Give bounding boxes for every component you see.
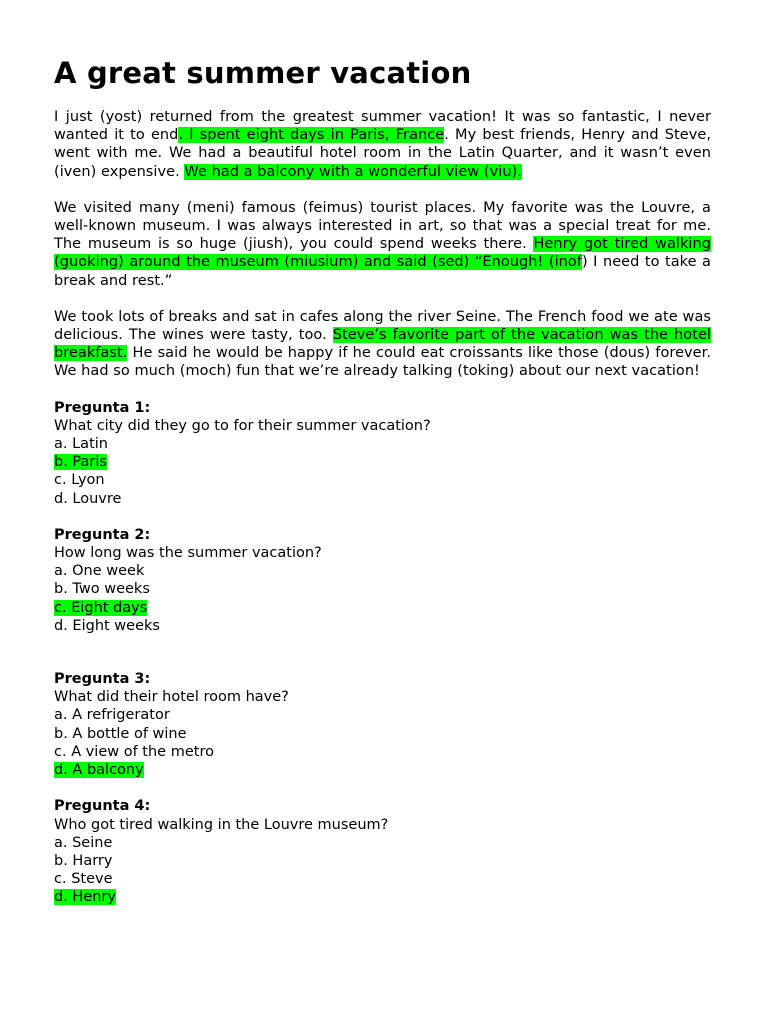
- paragraph-segment: He said he would be happy if he could eat croissants like those (dous) forever. We had so much (moch) fun that we’re already talking (toking) about our next vacation!: [54, 345, 711, 380]
- paragraph-segment: . My best friends, Henry and Steve, went with me. We had a beautiful hotel room in the Latin Quarter, and it wasn’t even (iven) expensive.: [54, 127, 711, 180]
- option-label: c. Lyon: [54, 472, 105, 489]
- option-label: d. Louvre: [54, 490, 122, 507]
- highlighted-text: Steve’s favorite part of the vacation was the hotel breakfast.: [54, 327, 711, 362]
- option-label: b. A bottle of wine: [54, 725, 187, 742]
- question-4: [54, 797, 711, 906]
- question-label: Pregunta 2:: [54, 526, 151, 543]
- highlighted-text: . I spent eight days in Paris, France: [178, 127, 445, 144]
- option-label: a. A refrigerator: [54, 707, 170, 724]
- answer-option: [54, 562, 711, 580]
- answer-option: [54, 580, 711, 598]
- answer-option-correct: [54, 453, 711, 471]
- answer-option: [54, 490, 711, 508]
- highlighted-text: We had a balcony with a wonderful view (viu).: [184, 163, 522, 180]
- paragraph-segment: We visited many (meni) famous (feimus) tourist places. My favorite was the Louvre, a well-known museum. I was always interested in art, so that was a special treat for me. The museum is so huge (jiush), you could spend weeks there.: [54, 199, 711, 253]
- answer-option: [54, 471, 711, 489]
- option-label: d. Eight weeks: [54, 617, 160, 634]
- option-label: d. Henry: [54, 889, 116, 906]
- page-title: A great summer vacation: [54, 56, 472, 90]
- question-text: What did their hotel room have?: [54, 689, 289, 706]
- paragraph-segment: I just (yost) returned from the greatest summer vacation! It was so fantastic, I never wanted it to end: [54, 109, 711, 144]
- option-label: a. One week: [54, 563, 145, 580]
- paragraph-2: [54, 199, 711, 290]
- answer-option: [54, 435, 711, 453]
- option-label: a. Latin: [54, 436, 108, 453]
- document-page: [54, 52, 711, 907]
- answer-option: [54, 870, 711, 888]
- answer-option-correct: [54, 599, 711, 617]
- paragraph-segment: ) I need to take a break and rest.”: [54, 254, 711, 289]
- paragraph-segment: We took lots of breaks and sat in cafes along the river Seine. The French food we ate was delicious. The wines were tasty, too.: [54, 308, 711, 344]
- question-label: Pregunta 4:: [54, 798, 151, 815]
- answer-option: [54, 706, 711, 724]
- highlighted-text: Henry got tired walking (guoking) around the museum (miusium) and said (sed) “Enough! (inof: [54, 236, 711, 271]
- answer-option: [54, 743, 711, 761]
- question-1: [54, 399, 711, 508]
- question-text: How long was the summer vacation?: [54, 545, 322, 562]
- option-label: c. Eight days: [54, 599, 148, 616]
- option-label: a. Seine: [54, 834, 113, 851]
- option-label: d. A balcony: [54, 762, 144, 779]
- answer-option: [54, 852, 711, 870]
- answer-option-correct: [54, 888, 711, 906]
- question-3: [54, 670, 711, 779]
- paragraph-3: [54, 308, 711, 381]
- answer-option: [54, 617, 711, 635]
- answer-option-correct: [54, 761, 711, 779]
- answer-option: [54, 834, 711, 852]
- option-label: c. A view of the metro: [54, 743, 214, 760]
- question-text: Who got tired walking in the Louvre museum?: [54, 816, 389, 833]
- option-label: b. Two weeks: [54, 581, 150, 598]
- option-label: c. Steve: [54, 871, 113, 888]
- option-label: b. Harry: [54, 852, 113, 869]
- question-label: Pregunta 1:: [54, 399, 151, 416]
- answer-option: [54, 725, 711, 743]
- question-label: Pregunta 3:: [54, 671, 151, 688]
- paragraph-1: [54, 108, 711, 181]
- question-text: What city did they go to for their summer vacation?: [54, 417, 431, 434]
- question-2: [54, 526, 711, 635]
- option-label: b. Paris: [54, 454, 107, 471]
